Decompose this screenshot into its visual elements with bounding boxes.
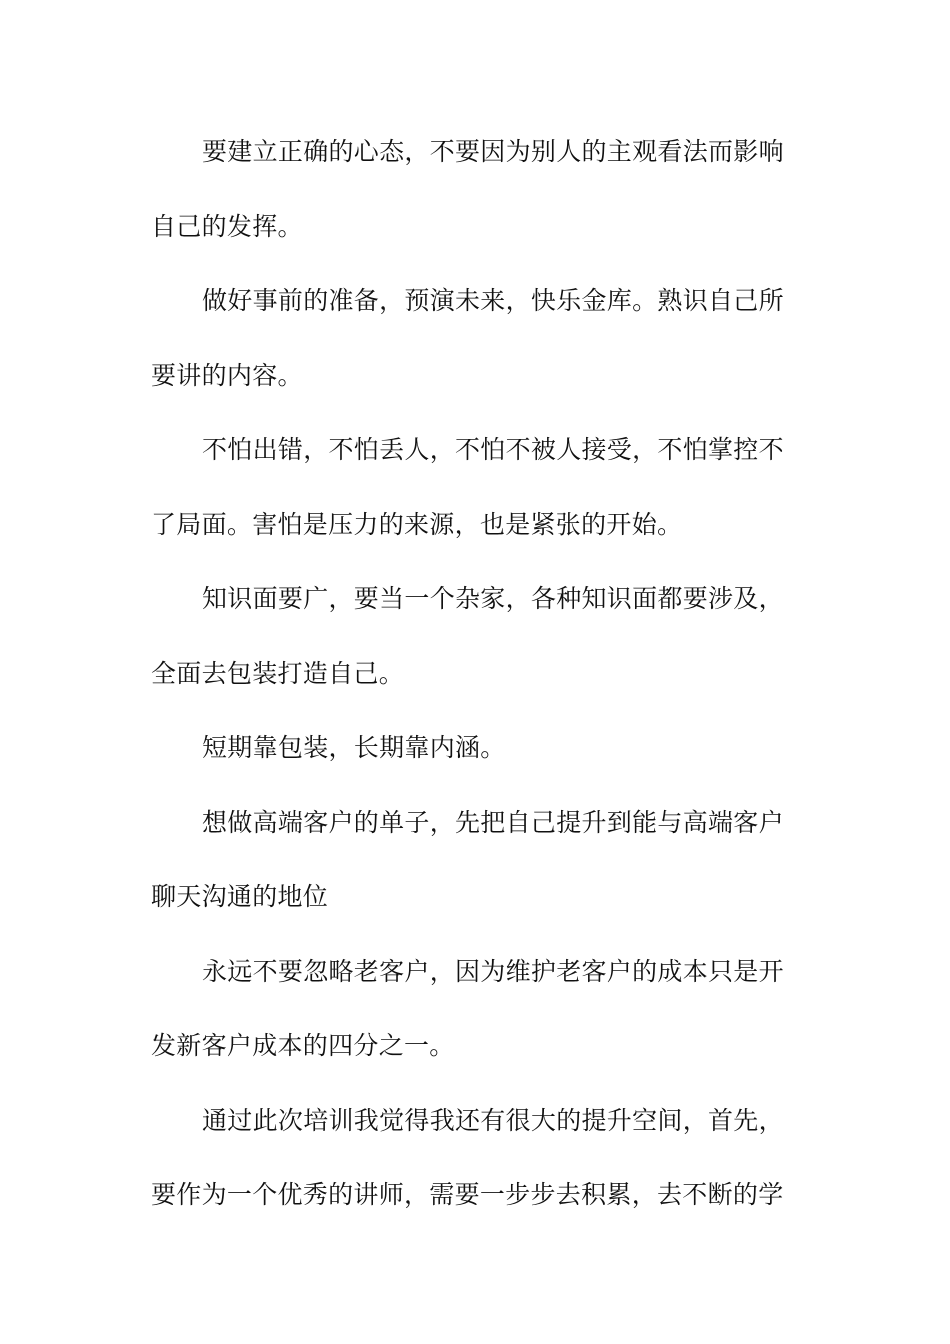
paragraph-line: 发新客户成本的四分之一。 [151,1031,455,1060]
paragraph-line: 要讲的内容。 [151,360,303,390]
paragraph-line: 短期靠包装，长期靠内涵。 [202,733,506,762]
paragraph-line: 想做高端客户的单子，先把自己提升到能与高端客户 [202,807,784,837]
paragraph-line: 要作为一个优秀的讲师，需要一步步去积累，去不断的学 [151,1180,784,1209]
paragraph-line: 自己的发挥。 [151,211,303,241]
paragraph-line: 聊天沟通的地位 [151,882,329,911]
paragraph-line: 知识面要广，要当一个杂家，各种知识面都要涉及， [202,584,784,613]
document-body [151,128,791,1246]
paragraph-line: 通过此次培训我觉得我还有很大的提升空间，首先， [202,1105,784,1135]
paragraph-line: 永远不要忽略老客户，因为维护老客户的成本只是开 [202,956,784,986]
paragraph-line: 全面去包装打造自己。 [151,658,405,688]
paragraph-line: 要建立正确的心态，不要因为别人的主观看法而影响 [202,137,784,166]
paragraph-line: 了局面。害怕是压力的来源，也是紧张的开始。 [151,509,683,539]
paragraph-line: 不怕出错，不怕丢人，不怕不被人接受，不怕掌控不 [202,435,784,464]
paragraph-line: 做好事前的准备，预演未来，快乐金库。熟识自己所 [202,286,784,315]
